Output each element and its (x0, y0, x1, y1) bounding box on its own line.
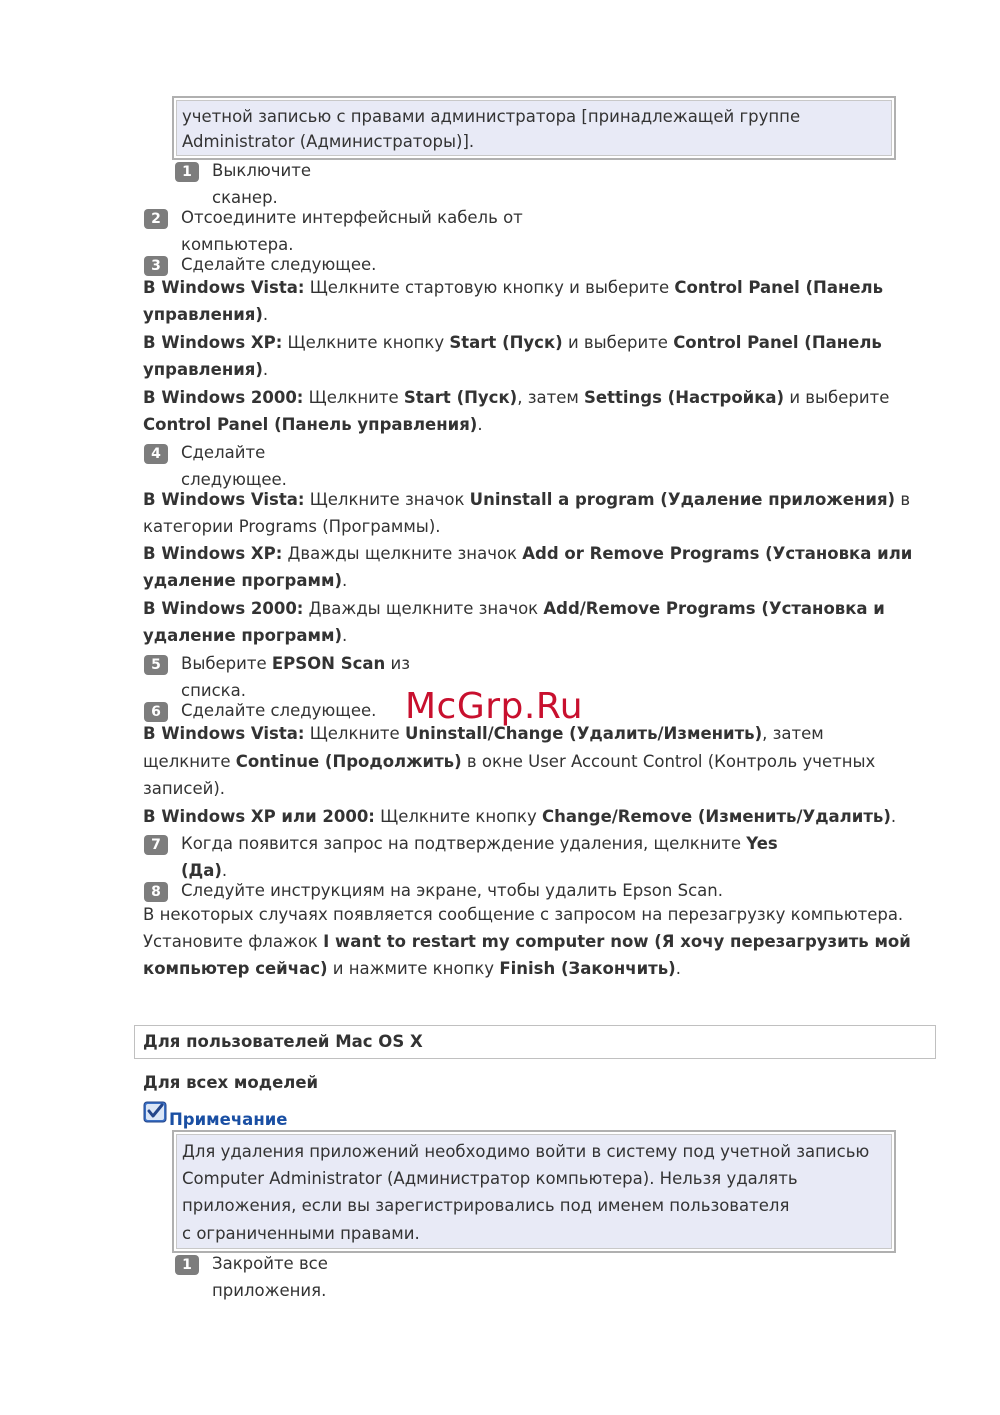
step-text: списка. (181, 681, 246, 700)
ui-term: Uninstall/Change (Удалить/Изменить) (404, 724, 763, 743)
step4-w2k-line (143, 599, 885, 619)
note-text: Computer Administrator (Администратор компьютера). Нельзя удалять (182, 1169, 798, 1188)
body-text: в (895, 490, 911, 509)
step-text: Сделайте (181, 443, 266, 462)
step3-w2k-line2 (143, 415, 483, 435)
ui-term: (Да) (181, 861, 222, 880)
body-text: Дважды щелкните значок (282, 544, 523, 563)
step6-xp-line (143, 807, 896, 827)
body-text: . (262, 360, 269, 379)
note-text: приложения, если вы зарегистрировались под именем пользователя (182, 1196, 790, 1215)
step-text: следующее. (181, 470, 287, 489)
ui-term: Uninstall a program (Удаление приложения) (469, 490, 896, 509)
subtitle: Для всех моделей (143, 1073, 319, 1092)
body-text: , затем (517, 388, 585, 407)
step-number-badge: 8 (144, 882, 168, 902)
ui-term: Control Panel (Панель (674, 278, 884, 297)
body-text: Щелкните (303, 388, 404, 407)
ui-term: Control Panel (Панель управления) (143, 415, 478, 434)
step6-vista-line2 (143, 752, 875, 772)
ui-term: Start (Пуск) (403, 388, 518, 407)
body-text: . (221, 861, 228, 880)
ui-term: Change/Remove (Изменить/Удалить) (542, 807, 891, 826)
step-text (181, 834, 778, 854)
body-text: . (262, 305, 269, 324)
ui-term: Start (Пуск) (449, 333, 563, 352)
step-number-badge: 7 (144, 835, 168, 855)
os-label: В Windows Vista: (143, 724, 305, 743)
step-number-badge: 1 (175, 1255, 199, 1275)
step-number-badge: 6 (144, 702, 168, 722)
step6-vista-line3: записей). (143, 779, 226, 798)
body-text: и выберите (562, 333, 674, 352)
os-label: В Windows XP: (143, 544, 283, 563)
section-title: Для пользователей Mac OS X (143, 1032, 423, 1051)
body-text: Когда появится запрос на подтверждение удаления, щелкните (181, 834, 747, 853)
body-text: . (342, 626, 348, 645)
body-text: Щелкните кнопку (374, 807, 543, 826)
step-text (181, 654, 410, 674)
step-text: Закройте все (212, 1254, 328, 1273)
ui-term: компьютер сейчас) (143, 959, 328, 978)
body-text: . (675, 959, 681, 978)
ui-term: Settings (Настройка) (584, 388, 785, 407)
step6-vista-line (143, 724, 824, 744)
step-number-badge: 2 (144, 209, 168, 229)
ui-term: Add or Remove Programs (Установка или (522, 544, 913, 563)
body-text: Щелкните (304, 724, 405, 743)
watermark: McGrp.Ru (405, 686, 584, 727)
top-note-box (172, 96, 896, 160)
step4-w2k-line2 (143, 626, 347, 646)
step3-xp-line (143, 333, 882, 353)
step3-vista-line2 (143, 305, 268, 325)
ui-term: управления) (143, 305, 263, 324)
note-icon (143, 1101, 167, 1123)
ui-term: удаление программ) (143, 626, 343, 645)
body-text: . (342, 571, 348, 590)
note-text: учетной записью с правами администратора [принадлежащей группе (182, 107, 801, 126)
note-text: с ограниченными правами. (182, 1224, 420, 1243)
body-text: Дважды щелкните значок (303, 599, 544, 618)
note-text: Administrator (Администраторы)]. (182, 132, 475, 151)
step-text: Выключите (212, 161, 311, 180)
step-text: Сделайте следующее. (181, 701, 377, 720)
step-text (181, 861, 227, 881)
step-number-badge: 4 (144, 444, 168, 464)
mac-section-header (134, 1025, 936, 1059)
os-label: В Windows Vista: (143, 490, 305, 509)
step4-vista-line (143, 490, 910, 510)
restart-info-line: В некоторых случаях появляется сообщение с запросом на перезагрузку компьютера. (143, 905, 904, 924)
os-label: В Windows Vista: (143, 278, 305, 297)
step-number-badge: 3 (144, 256, 168, 276)
step3-w2k-line (143, 388, 889, 408)
body-text: в окне User Account Control (Контроль учетных (461, 752, 876, 771)
step3-xp-line2 (143, 360, 268, 380)
body-text: . (477, 415, 483, 434)
body-text: Щелкните стартовую кнопку и выберите (304, 278, 675, 297)
step-text: Сделайте следующее. (181, 255, 377, 274)
step-text: компьютера. (181, 235, 294, 254)
body-text: и нажмите кнопку (327, 959, 500, 978)
step4-xp-line (143, 544, 912, 564)
body-text: щелкните (143, 752, 236, 771)
step3-vista-line (143, 278, 883, 298)
restart-info-line3 (143, 959, 681, 979)
body-text: Выберите (181, 654, 272, 673)
step-text: сканер. (212, 188, 278, 207)
os-label: В Windows XP или 2000: (143, 807, 375, 826)
restart-info-line2 (143, 932, 911, 952)
step-number-badge: 1 (175, 162, 199, 182)
step-text: Следуйте инструкциям на экране, чтобы удалить Epson Scan. (181, 881, 723, 900)
ui-term: EPSON Scan (271, 654, 386, 673)
os-label: В Windows 2000: (143, 388, 304, 407)
os-label: В Windows 2000: (143, 599, 304, 618)
mac-note-box (172, 1130, 896, 1253)
step4-xp-line2 (143, 571, 347, 591)
body-text: , затем (762, 724, 824, 743)
body-text: . (890, 807, 897, 826)
ui-term: Add/Remove Programs (Установка и (543, 599, 885, 618)
step-number-badge: 5 (144, 655, 168, 675)
os-label: В Windows XP: (143, 333, 283, 352)
body-text: Установите флажок (143, 932, 324, 951)
body-text: и выберите (784, 388, 890, 407)
ui-term: удаление программ) (143, 571, 343, 590)
ui-term: Finish (Закончить) (499, 959, 676, 978)
step4-vista-line2: категории Programs (Программы). (143, 517, 441, 536)
step-text: приложения. (212, 1281, 327, 1300)
ui-term: Continue (Продолжить) (235, 752, 462, 771)
note-label: Примечание (169, 1110, 288, 1129)
ui-term: управления) (143, 360, 263, 379)
body-text: из (385, 654, 411, 673)
note-text: Для удаления приложений необходимо войти в систему под учетной записью (182, 1142, 870, 1161)
step-text: Отсоедините интерфейсный кабель от (181, 208, 523, 227)
ui-term: I want to restart my computer now (Я хочу перезагрузить мой (323, 932, 911, 951)
body-text: Щелкните значок (304, 490, 470, 509)
ui-term: Control Panel (Панель (673, 333, 882, 352)
body-text: Щелкните кнопку (282, 333, 450, 352)
ui-term: Yes (746, 834, 778, 853)
